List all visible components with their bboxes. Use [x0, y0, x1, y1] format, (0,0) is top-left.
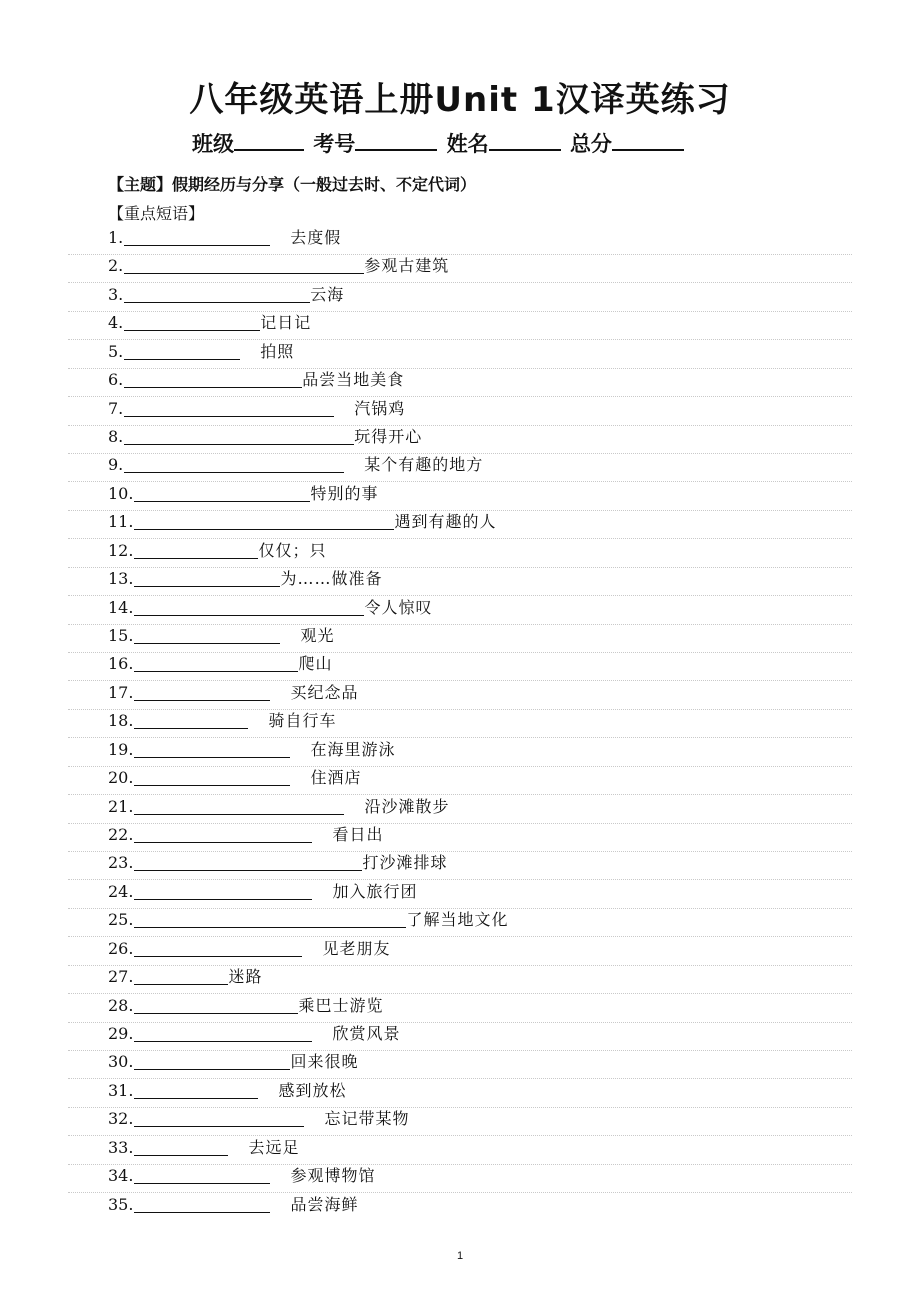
chinese-phrase: 了解当地文化	[406, 910, 509, 930]
chinese-phrase: 欣赏风景	[332, 1024, 401, 1044]
answer-blank[interactable]	[134, 796, 344, 815]
exercise-item	[108, 823, 383, 851]
answer-blank[interactable]	[124, 426, 354, 445]
item-number: 5.	[108, 341, 124, 361]
answer-blank[interactable]	[134, 568, 280, 587]
exercise-item	[108, 510, 496, 538]
answer-blank[interactable]	[134, 1023, 312, 1042]
exercise-item	[108, 624, 334, 652]
exercise-item	[108, 681, 358, 709]
answer-blank[interactable]	[134, 625, 280, 644]
chinese-phrase: 令人惊叹	[364, 597, 433, 617]
page-number: 1	[456, 1250, 464, 1262]
chinese-phrase: 去远足	[248, 1137, 300, 1157]
score-label: 总分	[569, 132, 612, 156]
answer-blank[interactable]	[134, 767, 290, 786]
chinese-phrase: 品尝海鲜	[290, 1194, 359, 1214]
chinese-phrase: 在海里游泳	[310, 739, 396, 759]
answer-blank[interactable]	[134, 1137, 228, 1156]
exercise-item	[108, 596, 432, 624]
answer-blank[interactable]	[124, 454, 344, 473]
answer-blank[interactable]	[134, 852, 362, 871]
item-number: 12.	[108, 540, 134, 560]
exercise-item	[108, 937, 390, 965]
exercise-item	[108, 1079, 346, 1107]
item-number: 8.	[108, 427, 124, 446]
exercise-item	[108, 766, 361, 794]
answer-blank[interactable]	[124, 284, 310, 303]
item-number: 4.	[108, 313, 124, 333]
item-number: 25.	[108, 910, 134, 930]
item-number: 33.	[108, 1137, 134, 1157]
exercise-item	[108, 851, 447, 879]
chinese-phrase: 遇到有趣的人	[394, 512, 497, 532]
answer-blank[interactable]	[124, 312, 260, 331]
item-number: 18.	[108, 711, 134, 731]
item-number: 34.	[108, 1166, 134, 1186]
item-number: 1.	[108, 228, 124, 247]
student-info-line	[192, 128, 686, 158]
exercise-item	[108, 567, 382, 595]
exercise-item	[108, 340, 294, 368]
chinese-phrase: 汽锅鸡	[354, 398, 406, 418]
answer-blank[interactable]	[134, 1051, 290, 1070]
chinese-phrase: 回来很晚	[290, 1052, 359, 1072]
item-number: 2.	[108, 256, 124, 276]
exercise-item	[108, 368, 404, 396]
chinese-phrase: 看日出	[332, 825, 384, 845]
item-number: 35.	[108, 1194, 134, 1214]
answer-blank[interactable]	[124, 369, 302, 388]
item-number: 10.	[108, 483, 134, 503]
page-title: 八年级英语上册Unit 1汉译英练习	[189, 80, 731, 120]
answer-blank[interactable]	[124, 341, 240, 360]
answer-blank[interactable]	[134, 483, 310, 502]
item-number: 24.	[108, 881, 134, 901]
exercise-item	[108, 1022, 400, 1050]
answer-blank[interactable]	[134, 995, 298, 1014]
answer-blank[interactable]	[124, 398, 334, 417]
chinese-phrase: 仅仅；只	[258, 540, 327, 560]
chinese-phrase: 为……做准备	[280, 569, 383, 589]
answer-blank[interactable]	[134, 1080, 258, 1099]
chinese-phrase: 参观古建筑	[364, 256, 450, 276]
exercise-item	[108, 1193, 358, 1221]
answer-blank[interactable]	[134, 710, 248, 729]
chinese-phrase: 特别的事	[310, 483, 379, 503]
item-number: 20.	[108, 768, 134, 788]
chinese-phrase: 住酒店	[310, 768, 362, 788]
item-number: 14.	[108, 597, 134, 617]
key-phrases-heading: 【重点短语】	[108, 204, 205, 223]
chinese-phrase: 加入旅行团	[332, 881, 418, 901]
exercise-item	[108, 652, 332, 680]
chinese-phrase: 云海	[310, 284, 345, 304]
answer-blank[interactable]	[134, 511, 394, 530]
class-label: 班级	[192, 132, 234, 156]
answer-blank[interactable]	[134, 1165, 270, 1184]
item-number: 21.	[108, 796, 134, 816]
chinese-phrase: 品尝当地美食	[302, 370, 405, 390]
exercise-item	[108, 425, 422, 453]
exercise-item	[108, 709, 336, 737]
answer-blank[interactable]	[134, 1108, 304, 1127]
chinese-phrase: 玩得开心	[354, 427, 423, 446]
chinese-phrase: 去度假	[290, 228, 342, 247]
exercise-item	[108, 908, 508, 936]
exercise-item	[108, 738, 395, 766]
answer-blank[interactable]	[134, 597, 364, 616]
exercise-item	[108, 1164, 375, 1192]
chinese-phrase: 打沙滩排球	[362, 853, 448, 873]
exercise-item	[108, 1107, 409, 1135]
answer-blank[interactable]	[134, 682, 270, 701]
exercise-item	[108, 795, 449, 823]
item-number: 3.	[108, 284, 124, 304]
exercise-item	[108, 283, 344, 311]
exercise-item	[108, 226, 341, 254]
exercise-item	[108, 311, 311, 339]
answer-blank[interactable]	[134, 540, 258, 559]
chinese-phrase: 爬山	[298, 654, 333, 674]
answer-blank[interactable]	[134, 938, 302, 957]
exercise-item	[108, 397, 405, 425]
item-number: 9.	[108, 455, 124, 475]
answer-blank[interactable]	[134, 881, 312, 900]
answer-blank[interactable]	[134, 739, 290, 758]
item-number: 28.	[108, 995, 134, 1015]
chinese-phrase: 记日记	[260, 313, 312, 333]
item-number: 31.	[108, 1080, 134, 1100]
answer-blank[interactable]	[134, 909, 406, 928]
answer-blank[interactable]	[134, 1194, 270, 1213]
chinese-phrase: 参观博物馆	[290, 1166, 376, 1186]
item-number: 13.	[108, 569, 134, 589]
exercise-item	[108, 965, 262, 993]
exercise-item	[108, 254, 449, 282]
answer-blank[interactable]	[134, 653, 298, 672]
exam-number-blank[interactable]	[355, 129, 437, 151]
chinese-phrase: 拍照	[260, 341, 295, 361]
item-number: 15.	[108, 626, 134, 646]
chinese-phrase: 某个有趣的地方	[364, 455, 484, 475]
item-number: 29.	[108, 1024, 134, 1044]
topic-heading: 【主题】假期经历与分享（一般过去时、不定代词）	[108, 175, 477, 194]
chinese-phrase: 感到放松	[278, 1080, 347, 1100]
item-number: 16.	[108, 654, 134, 674]
item-number: 30.	[108, 1052, 134, 1072]
answer-blank[interactable]	[134, 966, 228, 985]
item-number: 26.	[108, 938, 134, 958]
item-number: 32.	[108, 1109, 134, 1129]
item-number: 11.	[108, 512, 134, 532]
exercise-item	[108, 994, 383, 1022]
chinese-phrase: 沿沙滩散步	[364, 796, 450, 816]
exercise-item	[108, 539, 326, 567]
chinese-phrase: 忘记带某物	[324, 1109, 410, 1129]
chinese-phrase: 骑自行车	[268, 711, 337, 731]
item-number: 23.	[108, 853, 134, 873]
item-number: 7.	[108, 398, 124, 418]
item-number: 22.	[108, 825, 134, 845]
chinese-phrase: 迷路	[228, 967, 263, 987]
item-number: 27.	[108, 967, 134, 987]
item-number: 17.	[108, 682, 134, 702]
chinese-phrase: 见老朋友	[322, 938, 391, 958]
item-number: 19.	[108, 739, 134, 759]
exercise-item	[108, 880, 417, 908]
item-number: 6.	[108, 370, 124, 390]
exercise-item	[108, 453, 483, 481]
chinese-phrase: 观光	[300, 626, 335, 646]
exercise-item	[108, 482, 378, 510]
exercise-item	[108, 1136, 299, 1164]
exercise-item	[108, 1050, 358, 1078]
answer-blank[interactable]	[134, 824, 312, 843]
chinese-phrase: 乘巴士游览	[298, 995, 384, 1015]
class-blank[interactable]	[234, 129, 304, 151]
chinese-phrase: 买纪念品	[290, 682, 359, 702]
name-blank[interactable]	[489, 129, 561, 151]
name-label: 姓名	[446, 132, 489, 156]
score-blank[interactable]	[612, 129, 684, 151]
answer-blank[interactable]	[124, 227, 270, 246]
answer-blank[interactable]	[124, 255, 364, 274]
exam-number-label: 考号	[313, 132, 356, 156]
